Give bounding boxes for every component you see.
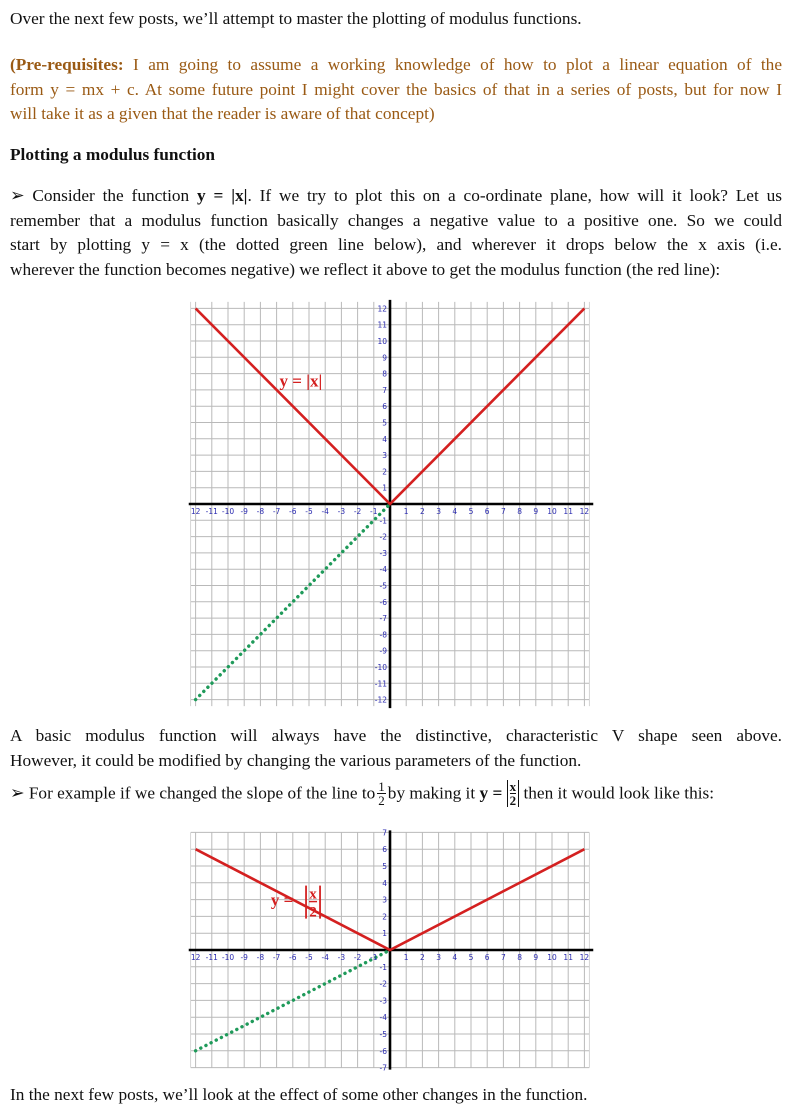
x-tick-label: -8 bbox=[256, 507, 265, 516]
function-label bbox=[271, 886, 320, 921]
x-tick-label: 4 bbox=[452, 507, 458, 516]
bullet-arrow-icon: ➢ bbox=[10, 783, 25, 803]
y-tick-label: 7 bbox=[382, 828, 387, 838]
y-tick-label: -3 bbox=[379, 996, 387, 1006]
y-tick-label: 4 bbox=[382, 878, 387, 888]
y-tick-label: -6 bbox=[379, 597, 387, 607]
x-tick-label: 10 bbox=[547, 953, 557, 962]
x-tick-label: 12 bbox=[579, 507, 590, 516]
x-tick-label: -10 bbox=[221, 507, 235, 516]
y-tick-label: 4 bbox=[382, 434, 387, 444]
abs-fraction-denominator: 2 bbox=[509, 793, 517, 808]
outro-paragraph: In the next few posts, we’ll look at the effect of some other changes in the function. bbox=[10, 1085, 588, 1104]
prereq-line-2: form y = mx + c. At some future point I might cover the basics of that in a series of posts, but for now I bbox=[10, 79, 782, 99]
y-tick-label: -5 bbox=[379, 581, 387, 591]
x-tick-label: -3 bbox=[337, 507, 346, 516]
y-tick-label: 12 bbox=[377, 304, 387, 314]
y-tick-label: -7 bbox=[379, 1063, 387, 1073]
y-tick-label: -9 bbox=[379, 646, 387, 656]
function-label: y = |x| bbox=[279, 371, 323, 391]
y-tick-label: -5 bbox=[379, 1030, 387, 1039]
para1-line-2: remember that a modulus function basically changes a negative value to a positive one. So we could bbox=[10, 210, 782, 230]
y-tick-label: -2 bbox=[379, 979, 387, 989]
x-tick-label: -9 bbox=[240, 953, 248, 962]
x-tick-label: 8 bbox=[517, 507, 522, 516]
x-tick-label: 6 bbox=[484, 507, 490, 516]
fraction-numerator: 1 bbox=[378, 779, 385, 794]
x-tick-label: -4 bbox=[321, 953, 329, 962]
x-tick-label: 2 bbox=[420, 507, 425, 516]
y-tick-label: -7 bbox=[379, 614, 387, 624]
x-tick-label: 1 bbox=[403, 953, 409, 962]
y-tick-label: 3 bbox=[382, 895, 387, 905]
x-tick-label: -7 bbox=[272, 953, 281, 962]
y-tick-label: 5 bbox=[382, 418, 387, 428]
para3-post: then it would look like this: bbox=[523, 783, 715, 803]
function-label-prefix: y = bbox=[270, 890, 294, 910]
y-tick-label: 10 bbox=[377, 337, 387, 346]
x-tick-label: 5 bbox=[468, 953, 474, 962]
section-heading: Plotting a modulus function bbox=[10, 145, 216, 164]
para1-post: . If we try to plot this on a co-ordinate plane, how will it look? Let us bbox=[247, 186, 782, 205]
para3-pre: For example if we changed the slope of the line to bbox=[28, 783, 376, 803]
x-tick-label: -5 bbox=[305, 953, 313, 962]
y-tick-label: -4 bbox=[379, 1013, 387, 1023]
function-y-equals: y = bbox=[479, 783, 503, 803]
x-tick-label: 9 bbox=[533, 953, 539, 962]
x-tick-label: -11 bbox=[205, 507, 218, 516]
x-tick-label: -8 bbox=[256, 953, 265, 962]
y-tick-label: -11 bbox=[374, 679, 387, 689]
x-tick-label: 3 bbox=[436, 507, 441, 516]
para1-line-3: start by plotting y = x (the dotted green line below), and wherever it drops below the x axis (i.e. bbox=[10, 235, 782, 254]
x-tick-label: -6 bbox=[289, 953, 297, 962]
x-tick-label: -9 bbox=[240, 507, 248, 516]
y-tick-label: -8 bbox=[379, 630, 387, 640]
para1-line-4: wherever the function becomes negative) we reflect it above to get the modulus function (the red line): bbox=[10, 259, 721, 279]
prereq-line-1: I am going to assume a working knowledge of how to plot a linear equation of the bbox=[133, 55, 782, 74]
x-tick-label: 10 bbox=[547, 507, 557, 516]
x-tick-label: -2 bbox=[353, 507, 362, 516]
function-label-numerator: x bbox=[309, 886, 317, 903]
y-tick-label: 5 bbox=[382, 862, 387, 871]
para2-line-2: However, it could be modified by changing the various parameters of the function. bbox=[10, 750, 582, 770]
bullet-arrow-icon: ➢ bbox=[10, 186, 25, 205]
x-tick-label: -10 bbox=[221, 953, 235, 962]
fraction-denominator: 2 bbox=[378, 793, 385, 808]
x-tick-label: 9 bbox=[533, 507, 539, 516]
x-tick-label: -1 bbox=[370, 507, 378, 516]
x-tick-label: 12 bbox=[190, 507, 201, 516]
y-tick-label: -6 bbox=[379, 1046, 387, 1056]
x-tick-label: -3 bbox=[337, 953, 346, 962]
x-tick-label: 11 bbox=[563, 953, 573, 962]
y-tick-label: 6 bbox=[382, 402, 387, 412]
prerequisites-label: (Pre-requisites: bbox=[10, 55, 124, 74]
function-label-denominator: 2 bbox=[309, 904, 317, 921]
y-tick-label: -1 bbox=[379, 516, 387, 526]
y-tick-label: -2 bbox=[379, 532, 387, 542]
x-tick-label: -4 bbox=[321, 507, 329, 516]
y-tick-label: 1 bbox=[382, 483, 387, 493]
y-tick-label: 9 bbox=[382, 353, 387, 363]
y-tick-label: -12 bbox=[374, 695, 387, 705]
para3-mid: by making it bbox=[387, 783, 476, 803]
y-tick-label: 6 bbox=[382, 845, 387, 855]
y-tick-label: 3 bbox=[382, 451, 387, 461]
y-tick-label: 7 bbox=[382, 385, 387, 395]
y-tick-label: -4 bbox=[379, 565, 387, 575]
x-tick-label: -7 bbox=[272, 507, 281, 516]
y-tick-label: -10 bbox=[374, 663, 387, 672]
prereq-line-3: will take it as a given that the reader is aware of that concept) bbox=[10, 104, 435, 123]
x-tick-label: -2 bbox=[353, 953, 362, 962]
x-tick-label: 6 bbox=[484, 953, 490, 962]
x-tick-label: 5 bbox=[468, 507, 474, 516]
x-tick-label: -11 bbox=[205, 953, 218, 962]
x-tick-label: 12 bbox=[190, 953, 201, 962]
y-tick-label: 11 bbox=[377, 320, 387, 330]
intro-paragraph: Over the next few posts, we’ll attempt to master the plotting of modulus functions. bbox=[10, 9, 582, 28]
x-tick-label: -1 bbox=[370, 953, 378, 962]
x-tick-label: 7 bbox=[501, 507, 506, 516]
y-tick-label: -1 bbox=[379, 962, 387, 972]
x-tick-label: 4 bbox=[452, 953, 458, 962]
x-tick-label: 8 bbox=[517, 953, 522, 962]
function-y-abs-x: y = |x| bbox=[197, 186, 248, 205]
x-tick-label: 2 bbox=[420, 953, 425, 962]
x-tick-label: 1 bbox=[403, 507, 409, 516]
x-tick-label: -6 bbox=[289, 507, 297, 516]
x-tick-label: 11 bbox=[563, 507, 573, 516]
y-tick-label: 2 bbox=[382, 912, 387, 922]
para2-line-1: A basic modulus function will always have the distinctive, characteristic V shape seen above. bbox=[10, 726, 782, 745]
x-tick-label: 3 bbox=[436, 953, 441, 962]
y-tick-label: -3 bbox=[379, 548, 387, 558]
x-tick-label: 12 bbox=[579, 953, 590, 962]
abs-fraction-numerator: x bbox=[509, 779, 517, 794]
x-tick-label: -5 bbox=[305, 507, 313, 516]
y-tick-label: 8 bbox=[382, 369, 387, 379]
x-tick-label: 7 bbox=[501, 953, 506, 962]
y-tick-label: 2 bbox=[382, 467, 387, 477]
para1-pre: Consider the function bbox=[32, 186, 198, 205]
y-tick-label: 1 bbox=[382, 929, 387, 939]
